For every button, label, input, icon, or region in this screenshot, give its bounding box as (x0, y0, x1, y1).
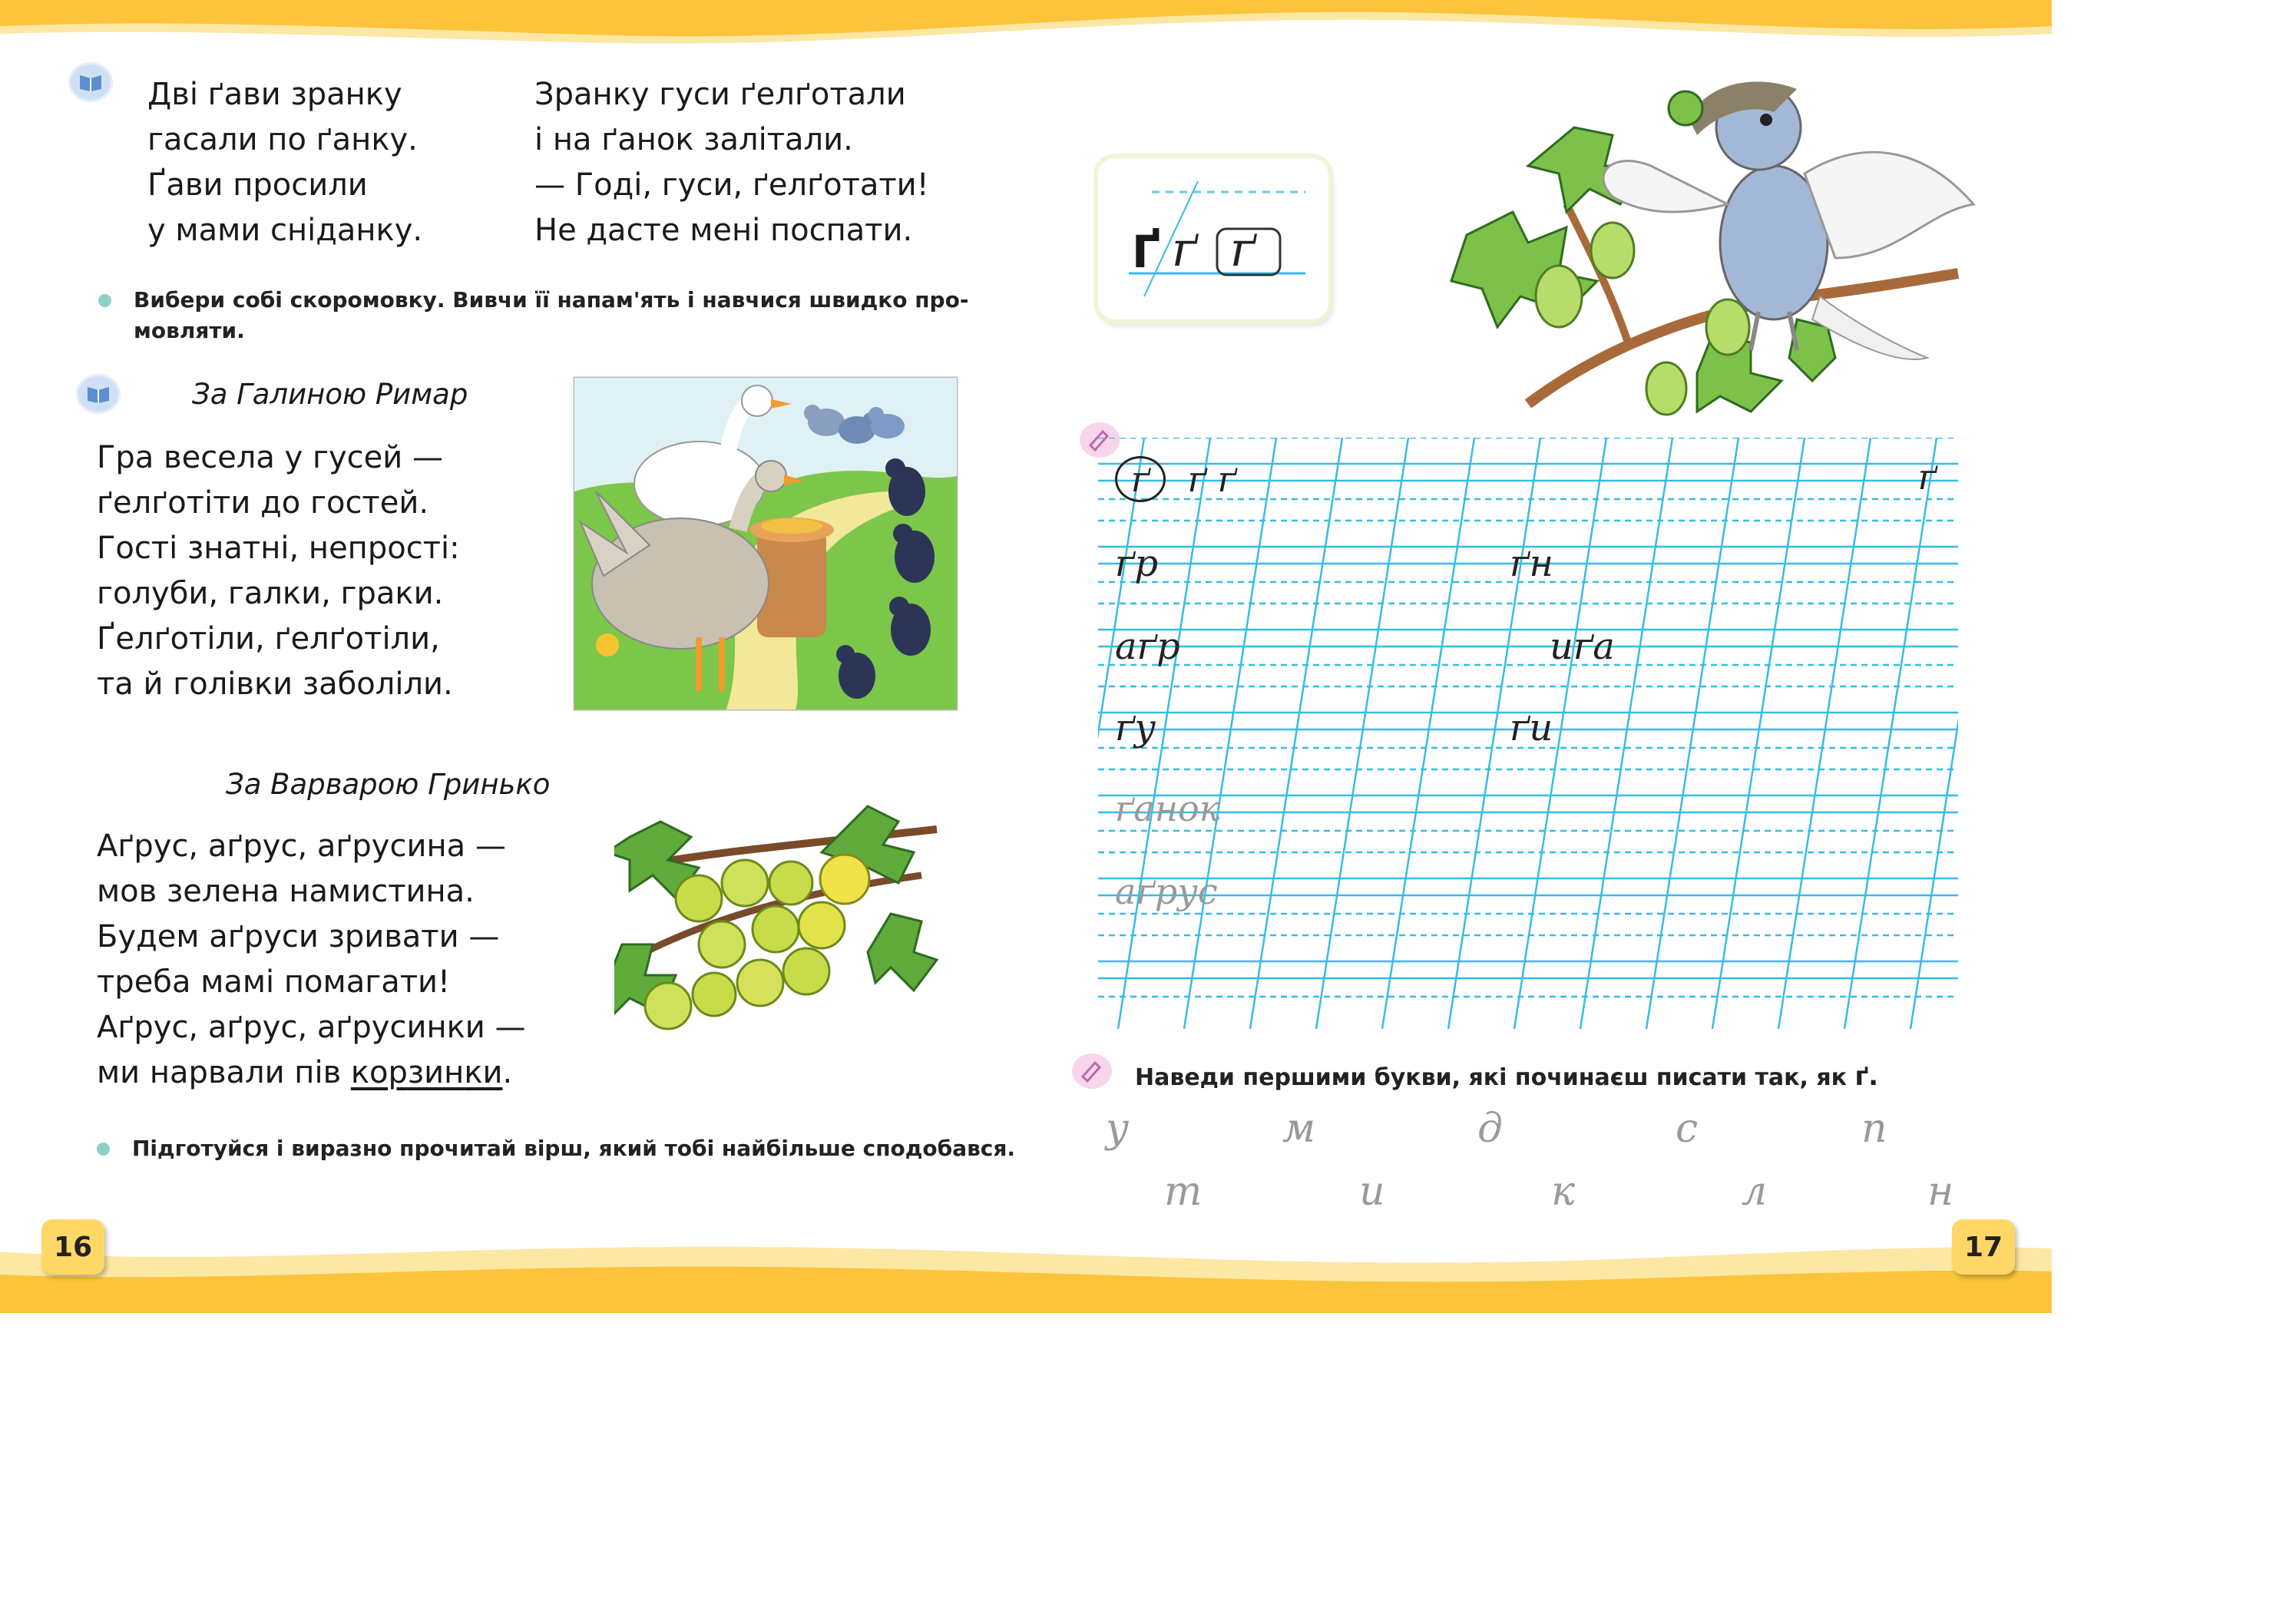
poem-line: Гості знатні, непрості: (97, 531, 460, 566)
poem-gooseberry (97, 824, 525, 1096)
trace-letter: д (1477, 1106, 1503, 1152)
slant-line (1184, 438, 1276, 1029)
slant-line (1712, 438, 1805, 1029)
trace-letter: у (1106, 1106, 1130, 1152)
slant-line (1778, 438, 1871, 1029)
poem-line: ґелґотіти до гостей. (97, 485, 429, 521)
poem-geese-game (97, 435, 460, 707)
poem-line: Ґави просили (147, 167, 368, 203)
poem-line: гасали по ґанку. (147, 122, 418, 157)
slant-line (1646, 438, 1739, 1029)
slant-line (1316, 438, 1408, 1029)
tongue-twister-2 (534, 72, 929, 253)
end-letter: ґ (1917, 456, 1937, 498)
poem-line: голуби, галки, граки. (97, 576, 444, 611)
task-memorize (134, 285, 968, 346)
reading-book-icon (78, 376, 118, 412)
trace-letter: т (1164, 1169, 1203, 1215)
poem-line: Зранку гуси ґелґотали (534, 77, 906, 112)
trace-letter: л (1742, 1169, 1768, 1215)
poem-line: Гра весела у гусей — (97, 440, 443, 475)
bullet-dot (97, 1143, 110, 1156)
slant-line (1382, 438, 1474, 1029)
geese-and-birds-illustration (573, 376, 958, 711)
gooseberry-branch-illustration (614, 799, 952, 1060)
trace-letter: н (1927, 1169, 1954, 1215)
trace-letters-row-2 (1098, 1169, 1954, 1222)
poem-line: Аґрус, аґрус, аґрусина — (97, 829, 506, 864)
trace-letter: с (1676, 1106, 1699, 1152)
trace-letters-row-1 (1098, 1106, 1943, 1159)
tongue-twister-1 (147, 72, 422, 253)
trace-letter: м (1282, 1106, 1316, 1152)
poem-line: і на ґанок залітали. (534, 122, 853, 157)
slant-line (1844, 438, 1937, 1029)
page-number-right: 17 (1952, 1219, 2015, 1275)
poem-line: у мами сніданку. (147, 213, 423, 248)
writing-hand-icon (1072, 1053, 1112, 1089)
task-line: мовляти. (134, 318, 245, 343)
poem-line: Дві ґави зранку (147, 77, 402, 112)
slant-line (1250, 438, 1342, 1029)
circled-letter: ґ (1115, 456, 1166, 502)
syllable-underlined: ки (464, 1055, 503, 1090)
instruction-text: Наведи першими букви, які починаєш писати так, як (1135, 1064, 1855, 1091)
trace-instruction (1135, 1061, 1878, 1092)
copybook-row-1 (1115, 456, 1960, 510)
trace-letter: к (1551, 1169, 1576, 1215)
poem-line: Ґелґотіли, ґелґотіли, (97, 621, 440, 657)
syllable-underlined: кор (350, 1055, 408, 1090)
poem-line: Не дасте мені поспати. (534, 213, 913, 248)
slant-line (1911, 438, 1958, 1029)
top-band (0, 0, 2052, 54)
poem-line: — Годі, гуси, ґелґотати! (534, 167, 929, 203)
reading-book-icon (71, 64, 111, 100)
task-line: Вибери собі скоромовку. Вивчи її напам'ять і навчися швидко про- (134, 287, 969, 313)
task-read-aloud: Підготуйся і виразно прочитай вірш, який тобі найбільше сподобався. (132, 1136, 1016, 1161)
poem-line: треба мамі помагати! (97, 964, 451, 1000)
poem-line: Аґрус, аґрус, аґрусинки — (97, 1010, 526, 1045)
poem-last-line (97, 1050, 525, 1096)
sample-letters: ґ ґ (1187, 458, 1236, 500)
instruction-letter: ґ. (1854, 1061, 1879, 1092)
trace-letter: п (1861, 1106, 1887, 1152)
syllable-underlined: зин (407, 1055, 465, 1090)
copybook-row-3-b: иґа (1550, 625, 1615, 668)
page-number-left: 16 (41, 1219, 104, 1275)
copybook-row-2-b: ґн (1510, 542, 1553, 585)
poem-line: Будем аґруси зривати — (97, 919, 500, 954)
poem-line-prefix: ми нарвали пів (97, 1055, 351, 1090)
copybook-row-5-trace: ґанок (1115, 788, 1221, 829)
copybook-row-2-a: ґр (1115, 542, 1159, 585)
slant-line (1580, 438, 1672, 1029)
poem-line: мов зелена намистина. (97, 874, 475, 909)
poem-line-suffix: . (502, 1055, 513, 1090)
trace-letter: и (1359, 1169, 1385, 1215)
bullet-dot (98, 294, 111, 307)
poem-author-rymar: За Галиною Римар (192, 378, 468, 411)
copybook-row-4-b: ґи (1510, 706, 1553, 749)
letter-card (1098, 158, 1328, 319)
poem-line: та й голівки заболіли. (97, 666, 453, 702)
bird-on-branch-illustration (1436, 66, 1989, 427)
cursive-letter-boxed: ґ (1230, 221, 1256, 277)
copybook-row-3-a: аґр (1115, 625, 1180, 668)
copybook-row-6-trace: аґрус (1115, 871, 1218, 912)
copybook-row-4-a: ґу (1115, 706, 1156, 749)
poem-author-hrynko: За Варварою Гринько (226, 768, 551, 801)
print-letter: Ґ (1132, 226, 1160, 278)
cursive-letter: ґ (1172, 221, 1197, 277)
